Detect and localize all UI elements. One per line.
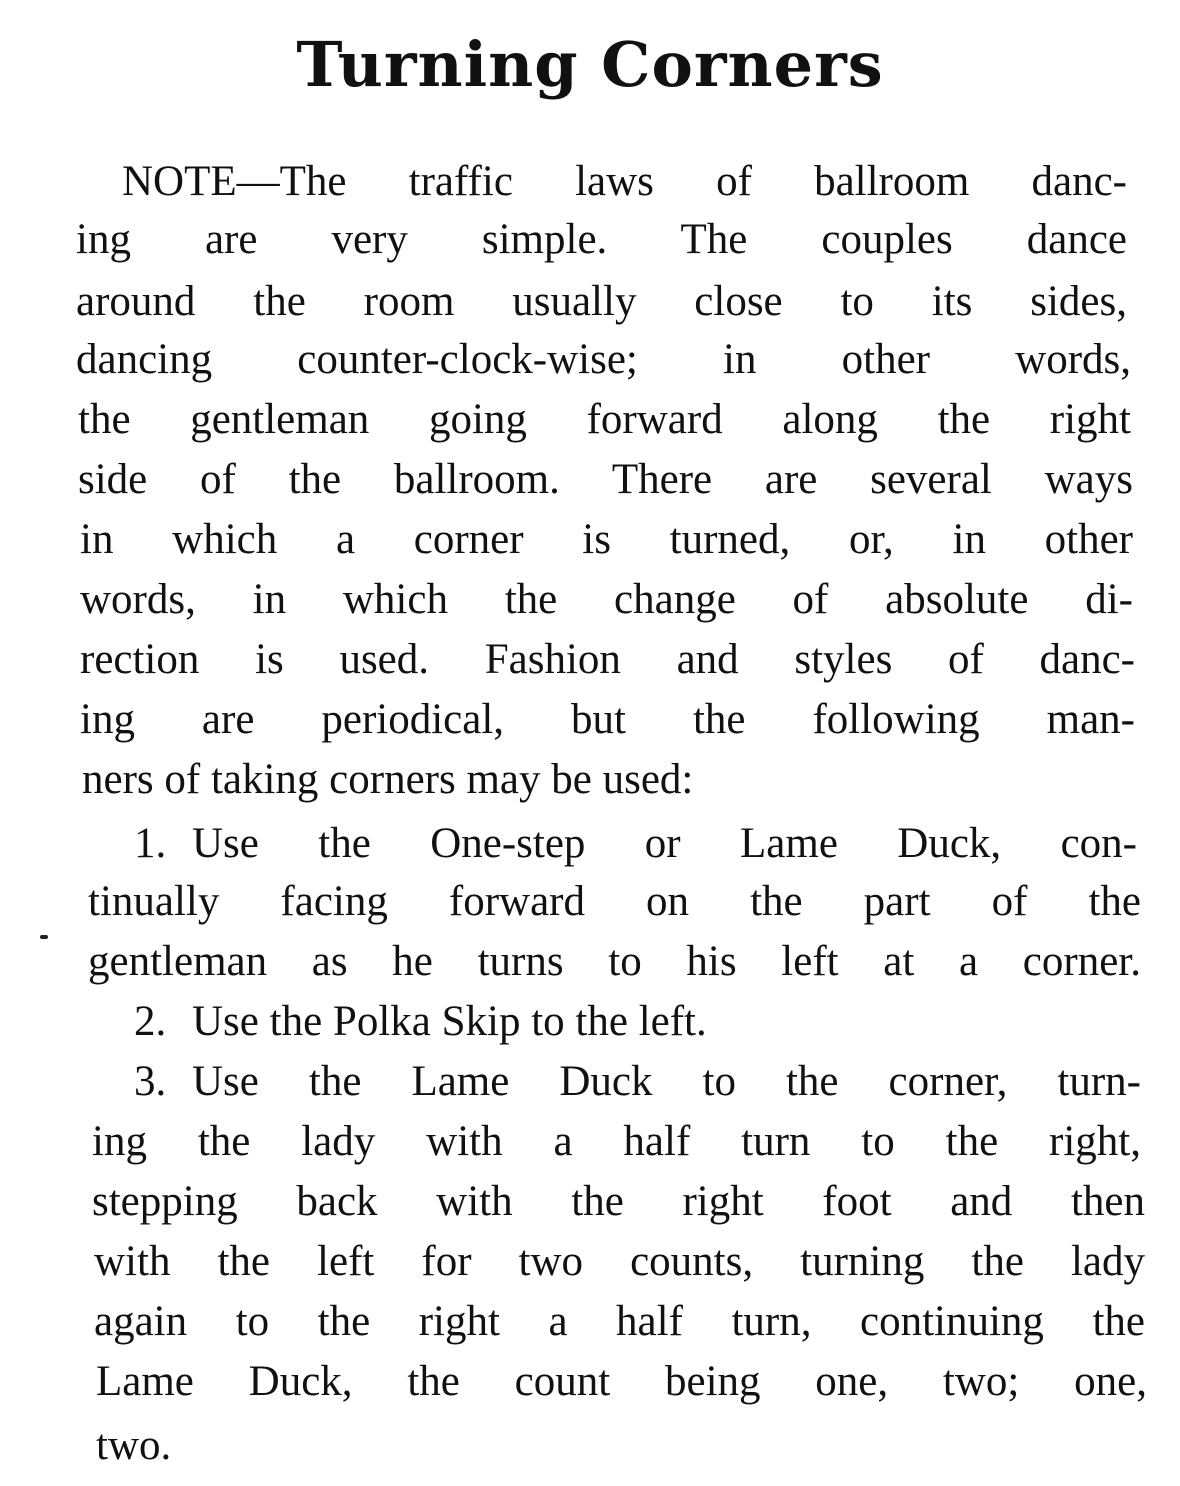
list-item-3-line: [134, 1060, 1141, 1103]
note-line: dancing counter-clock-wise; in other words,: [76, 336, 1131, 383]
list-item-number: 2.: [134, 998, 167, 1045]
note-line: the gentleman going forward along the right: [78, 396, 1131, 443]
list-item-text: Use the Lame Duck to the corner, turn-: [192, 1058, 1141, 1105]
list-item-1-line: gentleman as he turns to his left at a corner.: [88, 938, 1141, 985]
note-line: ing are very simple. The couples dance: [76, 216, 1127, 263]
list-item-3-line: stepping back with the right foot and then: [92, 1178, 1145, 1225]
note-line: in which a corner is turned, or, in other: [80, 516, 1133, 563]
list-item-number: 1.: [134, 820, 167, 867]
page-title: Turning Corners: [296, 28, 884, 101]
note-line: ing are periodical, but the following man-: [80, 696, 1135, 743]
list-item-2-line: [134, 1000, 707, 1043]
note-line: words, in which the change of absolute di-: [80, 576, 1133, 623]
list-item-text: Use the One-step or Lame Duck, con-: [192, 820, 1137, 867]
note-line: NOTE—The traffic laws of ballroom danc-: [122, 158, 1127, 205]
list-item-3-line: again to the right a half turn, continuing the: [94, 1298, 1145, 1345]
list-item-3-line: Lame Duck, the count being one, two; one,: [96, 1358, 1147, 1405]
note-line: rection is used. Fashion and styles of danc-: [80, 636, 1135, 683]
ink-speck: [40, 935, 48, 939]
list-item-text: Use the Polka Skip to the left.: [192, 998, 707, 1045]
list-item-number: 3.: [134, 1058, 167, 1105]
list-item-3-line: with the left for two counts, turning the lady: [94, 1238, 1145, 1285]
list-item-1-line: tinually facing forward on the part of the: [88, 878, 1141, 925]
note-line: ners of taking corners may be used:: [82, 756, 694, 803]
note-line: side of the ballroom. There are several ways: [78, 456, 1133, 503]
list-item-3-line: ing the lady with a half turn to the right,: [92, 1118, 1141, 1165]
list-item-1-line: [134, 822, 1137, 865]
note-line: around the room usually close to its sides,: [76, 278, 1127, 325]
list-item-3-line: two.: [96, 1422, 172, 1469]
